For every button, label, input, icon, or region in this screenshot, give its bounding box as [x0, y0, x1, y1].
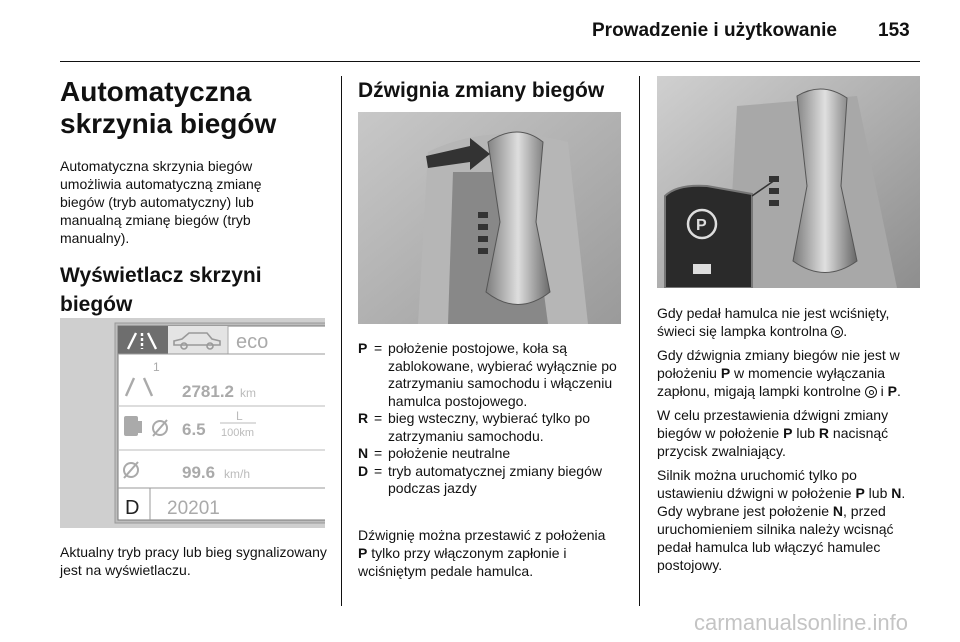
paragraph-engine-start: Silnik można uruchomić tylko po ustawieniu dźwigni w położenie P lub N. Gdy wybrane jest położenie N, przed uruchomieniem silnika należy wcisnąć pedał hamulca lub włączyć hamulec postojowy. — [657, 467, 906, 573]
gear-lever-illustration — [358, 112, 621, 324]
header-title: Prowadzenie i użytkowanie — [592, 20, 837, 41]
subsection-heading: Wyświetlacz skrzyni biegów — [60, 264, 262, 316]
column-divider-right — [639, 76, 640, 606]
lever-paragraph: Dźwignię można przestawić z położenia P tylko przy włączonym zapłonie i wciśniętym pedale hamulca. — [358, 527, 606, 579]
brake-lamp-illustration — [657, 76, 920, 288]
brake-indicator-inset — [665, 186, 752, 288]
svg-text:km/h: km/h — [224, 467, 251, 481]
brake-lamp-figure — [657, 76, 920, 288]
svg-text:2781.2: 2781.2 — [182, 382, 234, 401]
svg-text:99.6: 99.6 — [182, 463, 216, 482]
watermark: carmanualsonline.info — [693, 610, 908, 635]
definition-item: N = położenie neutralne — [358, 445, 511, 461]
gear-lever-figure — [358, 112, 621, 324]
svg-text:L: L — [236, 409, 243, 423]
intro-paragraph: Automatyczna skrzynia biegów umożliwia automatyczną zmianę biegów (tryb automatyczny) lub manualną zmianę biegów (tryb manualny). — [60, 158, 262, 246]
definition-item: D = tryb automatycznej zmiany biegów podczas jazdy — [358, 462, 602, 496]
paragraph-ignition: Gdy dźwignia zmiany biegów nie jest w położeniu P w momencie wyłączania zapłonu, migają lampki kontrolne i P. — [657, 347, 901, 399]
svg-text:P: P — [696, 217, 707, 234]
svg-text:20201: 20201 — [167, 498, 220, 519]
display-caption: Aktualny tryb pracy lub bieg sygnalizowany jest na wyświetlaczu. — [60, 544, 327, 578]
definition-item: P = położenie postojowe, koła są zablokowane, wybierać wyłącznie po zatrzymaniu samochodu i włączeniu hamulca postojowego. — [358, 340, 617, 409]
section-heading: Automatyczna skrzynia biegów — [60, 76, 277, 139]
definition-item: R = bieg wsteczny, wybierać tylko po zatrzymaniu samochodu. — [358, 410, 591, 444]
svg-text:100km: 100km — [221, 427, 255, 439]
header-rule — [60, 61, 920, 62]
page-number: 153 — [878, 20, 910, 41]
left-column — [60, 76, 330, 319]
svg-text:1: 1 — [153, 360, 160, 374]
brake-warning-icon — [865, 386, 877, 398]
svg-text:eco: eco — [236, 331, 269, 353]
right-column-text — [657, 304, 922, 574]
transmission-display-figure — [60, 318, 325, 528]
brake-warning-icon — [831, 326, 843, 338]
gear-lever-heading: Dźwignia zmiany biegów — [358, 79, 605, 102]
svg-text:km: km — [240, 386, 256, 400]
svg-text:D: D — [125, 497, 140, 519]
gear-positions-list — [358, 340, 626, 498]
column-divider-left — [341, 76, 342, 606]
paragraph-release-button: W celu przestawienia dźwigni zmiany biegów w położenie P lub R nacisnąć przycisk zwalniający. — [657, 407, 889, 459]
svg-text:6.5: 6.5 — [182, 420, 206, 439]
paragraph-brake-lamp: Gdy pedał hamulca nie jest wciśnięty, świeci się lampka kontrolna . — [657, 305, 890, 339]
display-illustration — [60, 318, 325, 528]
